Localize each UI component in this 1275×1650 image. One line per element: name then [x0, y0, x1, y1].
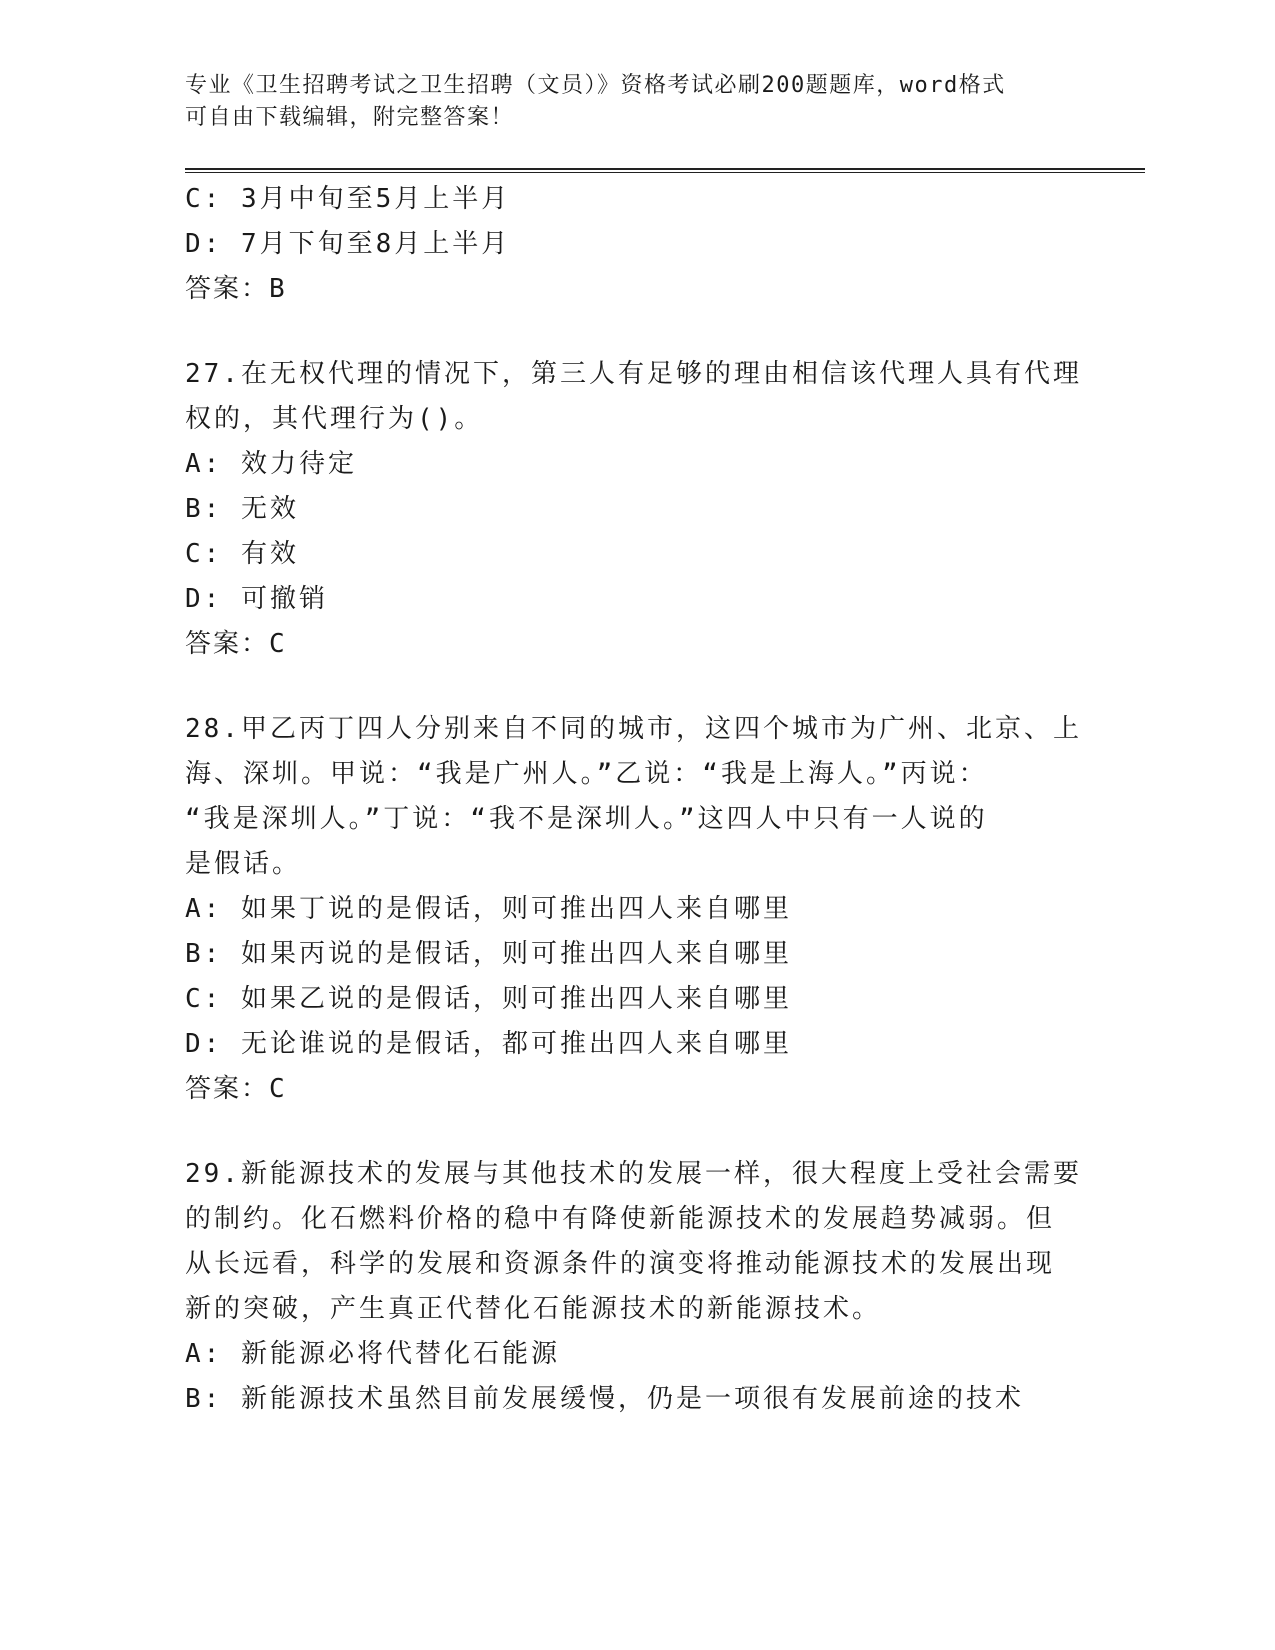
question-26-tail — [185, 177, 1145, 312]
question-28 — [185, 707, 1145, 1112]
option-c: C: 有效 — [185, 539, 299, 569]
question-stem: “我是深圳人。”丁说：“我不是深圳人。”这四人中只有一人说的 — [185, 804, 988, 834]
question-stem: 海、深圳。甲说：“我是广州人。”乙说：“我是上海人。”丙说： — [185, 759, 988, 789]
question-stem: 从长远看，科学的发展和资源条件的演变将推动能源技术的发展出现 — [185, 1249, 1056, 1279]
question-stem: 是假话。 — [185, 849, 302, 879]
document-header — [185, 70, 1145, 134]
option-b: B: 无效 — [185, 494, 299, 524]
answer: 答案：B — [185, 274, 287, 304]
question-stem: 权的，其代理行为()。 — [185, 404, 484, 434]
question-stem: 28.甲乙丙丁四人分别来自不同的城市，这四个城市为广州、北京、上 — [185, 714, 1082, 744]
spacer — [185, 667, 1145, 707]
option-a: A: 如果丁说的是假话，则可推出四人来自哪里 — [185, 894, 792, 924]
answer: 答案：C — [185, 1074, 287, 1104]
question-27 — [185, 352, 1145, 667]
spacer — [185, 312, 1145, 352]
option-c: C: 如果乙说的是假话，则可推出四人来自哪里 — [185, 984, 792, 1014]
question-stem: 27.在无权代理的情况下，第三人有足够的理由相信该代理人具有代理 — [185, 359, 1082, 389]
answer: 答案：C — [185, 629, 287, 659]
question-stem: 29.新能源技术的发展与其他技术的发展一样，很大程度上受社会需要 — [185, 1159, 1082, 1189]
option-d: D: 无论谁说的是假话，都可推出四人来自哪里 — [185, 1029, 792, 1059]
option-d: D: 7月下旬至8月上半月 — [185, 229, 511, 259]
option-b: B: 如果丙说的是假话，则可推出四人来自哪里 — [185, 939, 792, 969]
header-title-line-1: 专业《卫生招聘考试之卫生招聘（文员）》资格考试必刷200题题库，word格式 — [185, 73, 1006, 98]
question-stem: 的制约。化石燃料价格的稳中有降使新能源技术的发展趋势减弱。但 — [185, 1204, 1056, 1234]
header-title-line-2: 可自由下载编辑，附完整答案！ — [185, 105, 515, 130]
option-d: D: 可撤销 — [185, 584, 328, 614]
question-list — [185, 177, 1145, 1422]
option-a: A: 效力待定 — [185, 449, 357, 479]
header-divider — [185, 168, 1145, 173]
document-page — [185, 70, 1145, 1422]
spacer — [185, 1112, 1145, 1152]
option-b: B: 新能源技术虽然目前发展缓慢，仍是一项很有发展前途的技术 — [185, 1384, 1024, 1414]
option-c: C: 3月中旬至5月上半月 — [185, 184, 511, 214]
question-29 — [185, 1152, 1145, 1422]
option-a: A: 新能源必将代替化石能源 — [185, 1339, 560, 1369]
question-stem: 新的突破，产生真正代替化石能源技术的新能源技术。 — [185, 1294, 882, 1324]
